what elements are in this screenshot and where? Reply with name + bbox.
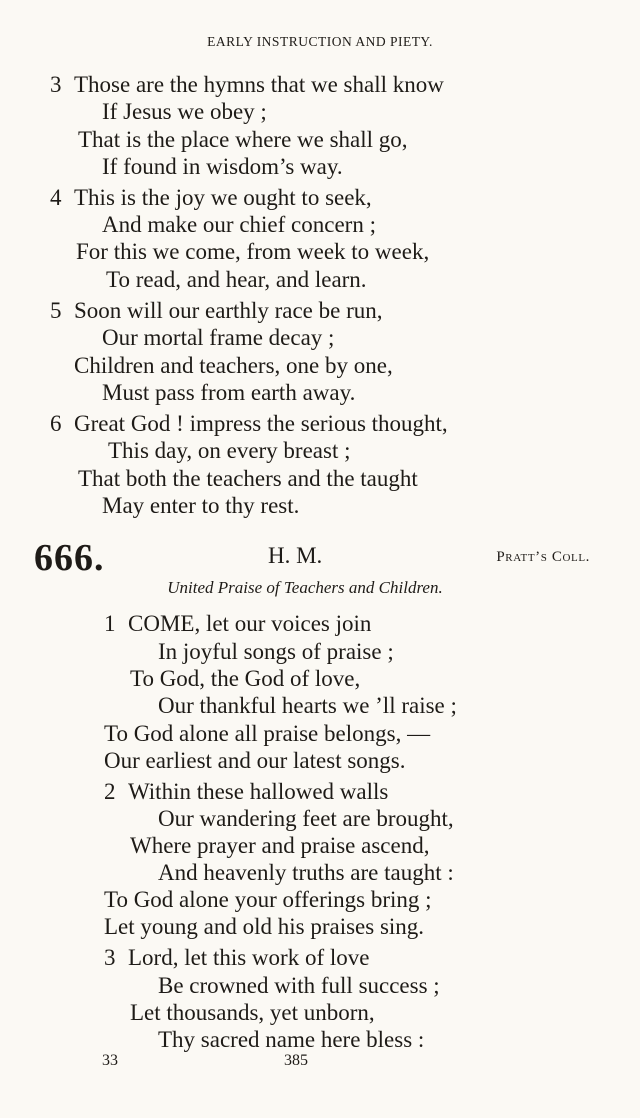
verse-line: If Jesus we obey ; xyxy=(102,99,267,124)
verse-line: If found in wisdom’s way. xyxy=(102,154,343,179)
verse-line: To God alone all praise belongs, — xyxy=(104,721,431,746)
verse-line: In joyful songs of praise ; xyxy=(158,639,394,664)
running-head: EARLY INSTRUCTION AND PIETY. xyxy=(207,34,433,49)
hymn-meter: H. M. xyxy=(268,543,323,568)
verse-line: To God, the God of love, xyxy=(130,666,361,691)
verse-line: Where prayer and praise ascend, xyxy=(130,833,430,858)
verse-line: To read, and hear, and learn. xyxy=(106,267,367,292)
verse-line: Let thousands, yet unborn, xyxy=(130,1000,375,1025)
verse-line: This day, on every breast ; xyxy=(108,438,351,463)
verse-line: To God alone your offerings bring ; xyxy=(104,887,432,912)
verse-line: That both the teachers and the taught xyxy=(78,466,418,491)
verse-line: Let young and old his praises sing. xyxy=(104,914,425,939)
verse-line: Within these hallowed walls xyxy=(128,779,389,804)
verse-line: Great God ! impress the serious thought, xyxy=(74,411,448,436)
verse-line: And make our chief concern ; xyxy=(102,212,376,237)
page-number: 385 xyxy=(284,1052,308,1069)
stanza-number: 3 xyxy=(104,945,116,970)
verse-line: Our mortal frame decay ; xyxy=(102,325,335,350)
verse-line: For this we come, from week to week, xyxy=(76,239,430,264)
stanza-number: 2 xyxy=(104,779,116,804)
stanza-number: 4 xyxy=(50,185,62,210)
signature-mark: 33 xyxy=(102,1052,118,1069)
verse-line: And heavenly truths are taught : xyxy=(158,860,454,885)
verse-line: Children and teachers, one by one, xyxy=(74,353,393,378)
hymn-number: 666. xyxy=(34,537,105,579)
hymn-source: Pratt’s Coll. xyxy=(496,549,590,565)
verse-line: Those are the hymns that we shall know xyxy=(74,72,444,97)
hymn-title: United Praise of Teachers and Children. xyxy=(167,578,443,597)
verse-line: This is the joy we ought to seek, xyxy=(74,185,372,210)
stanza-number: 6 xyxy=(50,411,62,436)
verse-line: May enter to thy rest. xyxy=(102,493,300,518)
verse-line: COME, let our voices join xyxy=(128,611,372,636)
verse-line: Soon will our earthly race be run, xyxy=(74,298,383,323)
stanza-number: 5 xyxy=(50,298,62,323)
verse-line: Must pass from earth away. xyxy=(102,380,356,405)
verse-line: That is the place where we shall go, xyxy=(78,127,408,152)
verse-line: Thy sacred name here bless : xyxy=(158,1027,425,1052)
stanza-number: 3 xyxy=(50,72,62,97)
verse-line: Lord, let this work of love xyxy=(128,945,370,970)
verse-line: Our earliest and our latest songs. xyxy=(104,748,406,773)
verse-line: Be crowned with full success ; xyxy=(158,973,440,998)
verse-line: Our thankful hearts we ’ll raise ; xyxy=(158,693,457,718)
verse-line: Our wandering feet are brought, xyxy=(158,806,454,831)
stanza-number: 1 xyxy=(104,611,116,636)
